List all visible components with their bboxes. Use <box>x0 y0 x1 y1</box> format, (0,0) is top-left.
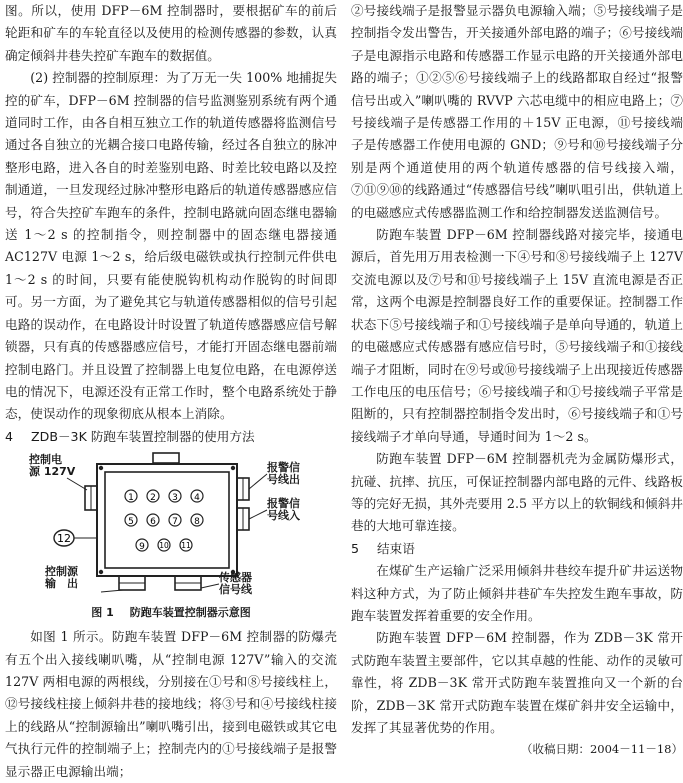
label-alarm-signal-out: 报警信 号线出 <box>267 461 300 487</box>
section-5-number: 5 <box>351 540 360 556</box>
svg-text:1: 1 <box>128 493 134 504</box>
leader-sensor <box>201 584 219 588</box>
leader-alarm-out <box>249 474 267 489</box>
leader-power <box>67 478 87 490</box>
figure-number: 图 1 <box>91 606 114 620</box>
svg-text:7: 7 <box>172 517 178 528</box>
leader-control-output <box>101 590 123 592</box>
figure-caption <box>5 604 337 622</box>
svg-text:5: 5 <box>128 517 134 528</box>
paragraph-conclusion-1: 在煤矿生产运输广泛采用倾斜井巷绞车提升矿井运送物料这种方式，为了防止倾斜井巷矿车失控发生跑车事故，防跑车装置发挥着重要的安全作用。 <box>351 563 683 623</box>
terminal-9 <box>136 539 148 552</box>
bolt-top-left <box>99 466 103 470</box>
paragraph-usage: 如图 1 所示。防跑车装置 DFP－6M 控制器的防爆壳有五个出入接线喇叭嘴，从“控制电源 127V”输入的交流 127V 两相电源的两根线，分别接在①号和⑧号接线柱上，⑫号接线柱接上倾斜井巷的接地线；将③号和④号接线柱接上的线路从“控制源输出”喇叭嘴引出，接到电磁铁或其它电气执行元件的控制端子上；控制壳内的①号接线端子是报警显示器正电源输出端； <box>5 629 337 779</box>
terminal-11 <box>180 539 192 551</box>
terminal-10 <box>158 539 170 551</box>
terminal-6 <box>147 514 159 527</box>
label-sensor-signal: 传感器 信号线 <box>219 571 252 597</box>
svg-text:11: 11 <box>181 541 191 551</box>
svg-text:2: 2 <box>150 493 156 504</box>
figure-caption-text: 防跑车装置控制器示意图 <box>129 606 251 620</box>
svg-text:3: 3 <box>172 493 178 504</box>
top-cable-gland <box>153 453 179 463</box>
label-alarm-signal-in: 报警信 号线入 <box>267 497 300 523</box>
controller-housing <box>105 472 229 568</box>
terminal-3 <box>169 490 181 503</box>
svg-text:4: 4 <box>194 493 200 504</box>
section-5-title: 结束语 <box>377 540 415 556</box>
terminal-4 <box>191 490 203 503</box>
svg-text:10: 10 <box>159 541 169 551</box>
section-5-heading <box>351 538 683 560</box>
bolt-bottom-left <box>99 570 103 574</box>
svg-text:8: 8 <box>194 517 200 528</box>
section-4-title: ZDB－3K 防跑车装置控制器的使用方法 <box>31 428 255 444</box>
svg-text:12: 12 <box>57 532 71 546</box>
received-date: （收稿日期：2004－11－18） <box>520 742 683 757</box>
paragraph-housing: 防跑车装置 DFP－6M 控制器机壳为金属防爆形式，抗碰、抗摔、抗压，可保证控制器内部电路的元件、线路板等的完好无损，其外壳要用 2.5 平方以上的软铜线和倾斜井巷的大地可靠连接。 <box>351 451 683 534</box>
paragraph-terminals: ②号接线端子是报警显示器负电源输入端；⑤号接线端子是控制指令发出警告，开关接通外部电路的端子；⑥号接线端子是电源指示电路和传感器工作显示电路的开关接通外部电路的端子；①②⑤⑥号接线端子上的线路都取自经过“报警信号出或入”喇叭嘴的 RVVP 六芯电缆中的相应电路上；⑦号接线端子是传感器工作用的＋15V 正电源，⑪号接线端子是传感器工作使用电源的 GND；⑨号和⑩号接线端子分别是两个通道使用的两个轨道传感器的信号线接入端，⑦⑪⑨⑩的线路通过“传感器信号线”喇叭咀引出，供轨道上的电磁感应式传感器监测工作和给控制器发送监测信号。 <box>351 3 683 220</box>
section-4-heading <box>5 426 337 448</box>
left-column <box>5 0 337 783</box>
terminal-8 <box>191 514 203 527</box>
ground-terminal-12 <box>54 530 74 546</box>
label-control-output: 控制源 输 出 <box>45 565 78 591</box>
bolt-top-right <box>231 466 235 470</box>
svg-text:9: 9 <box>139 542 145 553</box>
paragraph-intro: 图。所以，使用 DFP－6M 控制器时，要根据矿车的前后轮距和矿车的车轮直径以及使用的检测传感器的参数，认真确定倾斜井巷失控矿车跑车的数据值。 <box>5 3 337 63</box>
terminal-5 <box>125 514 137 527</box>
right-column <box>351 0 683 759</box>
paragraph-wiring-check: 防跑车装置 DFP－6M 控制器线路对接完毕，接通电源后，首先用万用表检测一下④号和⑧号接线端子上 127V 交流电源以及⑦号和⑪号接线端子上 15V 直流电源是否正常，这两个电源是控制器良好工作的重要保证。控制器工作状态下⑤号接线端子和①号接线端子是单向导通的，轨道上的电磁感应式传感器有感应信号时，⑤号接线端子和①接线端子才阻断，同时在⑨号或⑩号接线端子上出现接近传感器工作电压的电压信号；⑥号接线端子和①号接线端子平常是阻断的，只有控制器控制指令发出时，⑥号接线端子和①号接线端子才单向导通，导通时间为 1～2 s。 <box>351 227 683 444</box>
label-control-power: 控制电 源 127V <box>29 453 76 479</box>
controller-flange <box>97 464 237 576</box>
terminal-2 <box>147 490 159 503</box>
section-4-number: 4 <box>5 428 14 444</box>
svg-text:6: 6 <box>150 517 156 528</box>
paragraph-conclusion-2: 防跑车装置 DFP－6M 控制器，作为 ZDB－3K 常开式防跑车装置主要部件，它以其卓越的性能、动作的灵敏可靠性，将 ZDB－3K 常开式防跑车装置推向又一个新的台阶，ZDB－3K 常开式防跑车装置在煤矿斜井安全运输中，发挥了其显著优势的作用。 <box>351 630 683 735</box>
controller-diagram <box>5 452 337 602</box>
terminal-7 <box>169 514 181 527</box>
terminal-1 <box>125 490 137 503</box>
leader-alarm-in <box>249 510 267 519</box>
paragraph-control-principle: (2) 控制器的控制原理：为了万无一失 100% 地捕捉失控的矿车，DFP－6M 控制器的信号监测鉴别系统有两个通道同时工作，由各自相互独立工作的轨道传感器将监测信号通过各自独立的光耦合接口电路传输，经过各自独立的脉冲整形电路，进入各自的时差鉴别电路、时差比较电路以及控制通道，一旦发现经过脉冲整形电路后的轨道传感器感应信号，符合失控矿车跑车的条件，控制电路就向固态继电器输送 1～2 s 的控制指令，则控制器中的固态继电器接通 AC127V 电源 1～2 s，给后级电磁铁或执行控制元件供电 1～2 s 的时间，只要有能使脱钩机构动作脱钩的时间即可。另一方面，为了避免其它与轨道传感器相似的信号引起电路的误动作，在电路设计时设置了轨道传感器感应信号解锁器，只有真的传感器感应信号，才能打开固态继电器前端控制电路门。并且设置了控制器上电复位电路，在电源停送电的情况下，电源还没有正常工作时，整个电路系统处于静态，使误动作的现象彻底从根本上消除。 <box>5 70 337 422</box>
